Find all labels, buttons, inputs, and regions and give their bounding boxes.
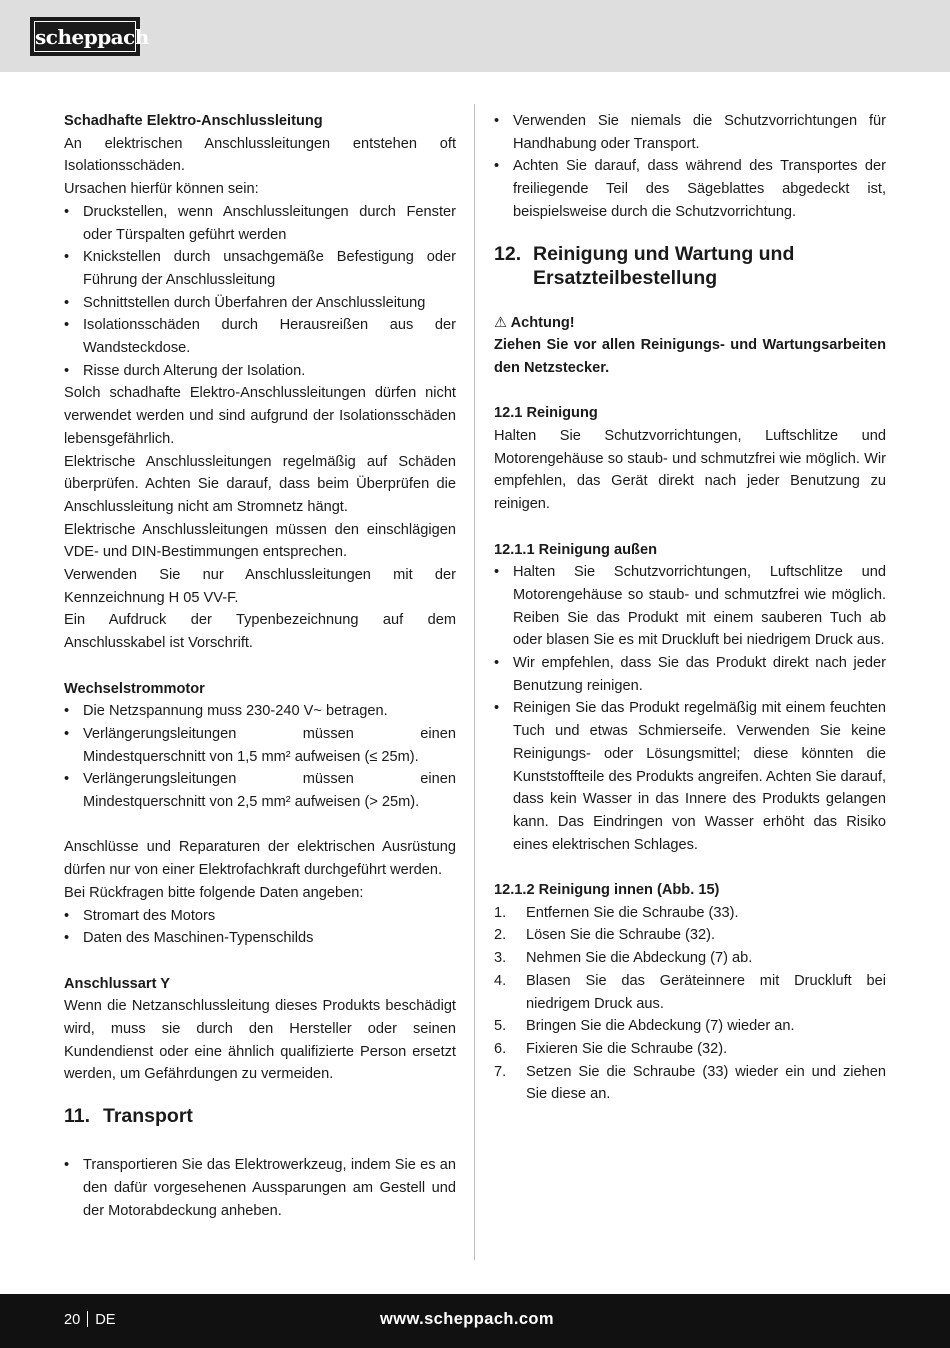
chapter-number: 11. — [64, 1105, 91, 1128]
section-heading: 12.1 Reinigung — [494, 405, 598, 422]
separator — [87, 1311, 88, 1327]
chapter-number: 12. — [494, 242, 522, 265]
motor-list — [64, 700, 456, 814]
list-item: • Die Netzspannung muss 230-240 V~ betragen. — [64, 700, 456, 723]
chapter-heading-cleaning — [494, 242, 886, 290]
step-number: 5. — [494, 1018, 507, 1035]
list-item: • Achten Sie darauf, dass während des Transportes der freiliegende Teil des Sägeblattes abgedeckt ist, beispielsweise durch die Schutzvorrichtung. — [494, 155, 886, 223]
list-item: • Knickstellen durch unsachgemäße Befestigung oder Führung der Anschlussleitung — [64, 246, 456, 291]
step-text: Blasen Sie das Geräteinnere mit Druckluft bei niedrigem Druck aus. — [526, 972, 886, 1012]
warning-text: Ziehen Sie vor allen Reinigungs- und Wartungsarbeiten den Netzstecker. — [494, 337, 886, 376]
chapter-heading-transport — [64, 1104, 456, 1128]
left-column — [64, 110, 456, 1222]
page-indicator — [64, 1309, 116, 1331]
paragraph: An elektrischen Anschlussleitungen entstehen oft Isolationsschäden. — [64, 135, 456, 175]
list-item: • Verlängerungsleitungen müssen einen Mindestquerschnitt von 1,5 mm² aufweisen (≤ 25m). — [64, 723, 456, 768]
step-text: Fixieren Sie die Schraube (32). — [526, 1040, 728, 1057]
list-item: • Wir empfehlen, dass Sie das Produkt direkt nach jeder Benutzung reinigen. — [494, 652, 886, 697]
step-number: 2. — [494, 927, 507, 944]
step-item — [494, 947, 886, 970]
paragraph: Wenn die Netzanschlussleitung dieses Produkts beschädigt wird, muss sie durch den Hersteller oder seinen Kundendienst oder eine ähnlich qualifizierte Person ersetzt werden, um Gefährdungen zu vermeiden. — [64, 998, 456, 1083]
list-item: • Druckstellen, wenn Anschlussleitungen durch Fenster oder Türspalten geführt werden — [64, 201, 456, 246]
transport-list — [64, 1154, 456, 1222]
website-url[interactable]: www.scheppach.com — [380, 1310, 554, 1328]
paragraph: Anschlüsse und Reparaturen der elektrischen Ausrüstung dürfen nur von einer Elektrofachkraft durchgeführt werden. — [64, 839, 456, 879]
inside-cleaning-steps — [494, 902, 886, 1106]
outside-cleaning-list — [494, 561, 886, 856]
list-item: • Isolationsschäden durch Herausreißen aus der Wandsteckdose. — [64, 314, 456, 359]
page-header — [0, 0, 950, 72]
step-item — [494, 970, 886, 1015]
section-heading: Wechselstrommotor — [64, 680, 205, 697]
list-item: • Stromart des Motors — [64, 905, 456, 928]
data-list — [64, 905, 456, 950]
paragraph: Elektrische Anschlussleitungen regelmäßig auf Schäden überprüfen. Achten Sie darauf, dass beim Überprüfen die Anschlussleitung nicht am Stromnetz hängt. — [64, 453, 456, 515]
step-item — [494, 1015, 886, 1038]
paragraph: Solch schadhafte Elektro-Anschlussleitungen dürfen nicht verwendet werden und sind aufgrund der Isolationsschäden lebensgefährlich. — [64, 385, 456, 447]
list-item: • Schnittstellen durch Überfahren der Anschlussleitung — [64, 292, 456, 315]
step-text: Nehmen Sie die Abdeckung (7) ab. — [526, 950, 753, 967]
list-item: • Reinigen Sie das Produkt regelmäßig mit einem feuchten Tuch und etwas Schmierseife. Verwenden Sie keine Reinigungs- oder Lösungsmittel; diese könnten die Kunststoffteile des Produkts angreifen. Achten Sie darauf, dass kein Wasser in das Innere des Produkts gelangen kann. Das Eindringen von Wasser erhöht das Risiko eines elektrischen Schlages. — [494, 697, 886, 856]
step-text: Entfernen Sie die Schraube (33). — [526, 904, 739, 921]
section-heading: 12.1.2 Reinigung innen (Abb. 15) — [494, 882, 720, 899]
paragraph: Elektrische Anschlussleitungen müssen den einschlägigen VDE- und DIN-Bestimmungen entsprechen. — [64, 521, 456, 561]
transport-list-continued — [494, 110, 886, 224]
chapter-title: Reinigung und Wartung und Ersatzteilbestellung — [533, 242, 795, 289]
step-text: Bringen Sie die Abdeckung (7) wieder an. — [526, 1018, 795, 1035]
list-item: • Halten Sie Schutzvorrichtungen, Luftschlitze und Motorengehäuse so staub- und schmutzfrei wie möglich. Reiben Sie das Produkt mit einem sauberen Tuch ab oder blasen Sie es mit Druckluft bei niedrigem Druck aus. — [494, 561, 886, 652]
step-text: Lösen Sie die Schraube (32). — [526, 927, 716, 944]
step-item — [494, 902, 886, 925]
list-item: • Risse durch Alterung der Isolation. — [64, 360, 456, 383]
paragraph: Ursachen hierfür können sein: — [64, 181, 259, 198]
step-number: 7. — [494, 1063, 507, 1080]
step-number: 6. — [494, 1040, 507, 1057]
section-heading: 12.1.1 Reinigung außen — [494, 541, 657, 558]
section-heading: Anschlussart Y — [64, 975, 170, 992]
list-item: • Verwenden Sie niemals die Schutzvorrichtungen für Handhabung oder Transport. — [494, 110, 886, 155]
list-item: • Transportieren Sie das Elektrowerkzeug, indem Sie es an den dafür vorgesehenen Aussparungen am Gestell und der Motorabdeckung anheben. — [64, 1154, 456, 1222]
page-number: 20 — [64, 1312, 81, 1328]
step-number: 4. — [494, 972, 507, 989]
chapter-title: Transport — [103, 1105, 193, 1128]
list-item: • Daten des Maschinen-Typenschilds — [64, 927, 456, 950]
step-text: Setzen Sie die Schraube (33) wieder ein und ziehen Sie diese an. — [526, 1063, 886, 1103]
language-code: DE — [95, 1312, 116, 1328]
step-number: 3. — [494, 950, 507, 967]
list-item: • Verlängerungsleitungen müssen einen Mindestquerschnitt von 2,5 mm² aufweisen (> 25m). — [64, 768, 456, 813]
warning-title: Achtung! — [510, 314, 575, 331]
right-column — [494, 110, 886, 1106]
paragraph: Ein Aufdruck der Typenbezeichnung auf dem Anschlusskabel ist Vorschrift. — [64, 612, 456, 652]
causes-list — [64, 201, 456, 383]
logo-text: scheppach — [34, 21, 136, 52]
step-item — [494, 1061, 886, 1106]
column-divider — [474, 104, 475, 1260]
paragraph: Verwenden Sie nur Anschlussleitungen mit der Kennzeichnung H 05 VV-F. — [64, 567, 456, 606]
step-number: 1. — [494, 904, 507, 921]
paragraph: Bei Rückfragen bitte folgende Daten angeben: — [64, 884, 364, 901]
step-item — [494, 1038, 886, 1061]
step-item — [494, 924, 886, 947]
section-heading: Schadhafte Elektro-Anschlussleitung — [64, 113, 323, 129]
warning-icon: ⚠ — [494, 314, 508, 331]
paragraph: Halten Sie Schutzvorrichtungen, Luftschlitze und Motorengehäuse so staub- und schmutzfrei wie möglich. Wir empfehlen, das Gerät direkt nach jeder Benutzung zu reinigen. — [494, 428, 886, 513]
warning-heading — [494, 312, 886, 335]
page-footer — [0, 1294, 950, 1348]
scheppach-logo — [30, 17, 149, 56]
